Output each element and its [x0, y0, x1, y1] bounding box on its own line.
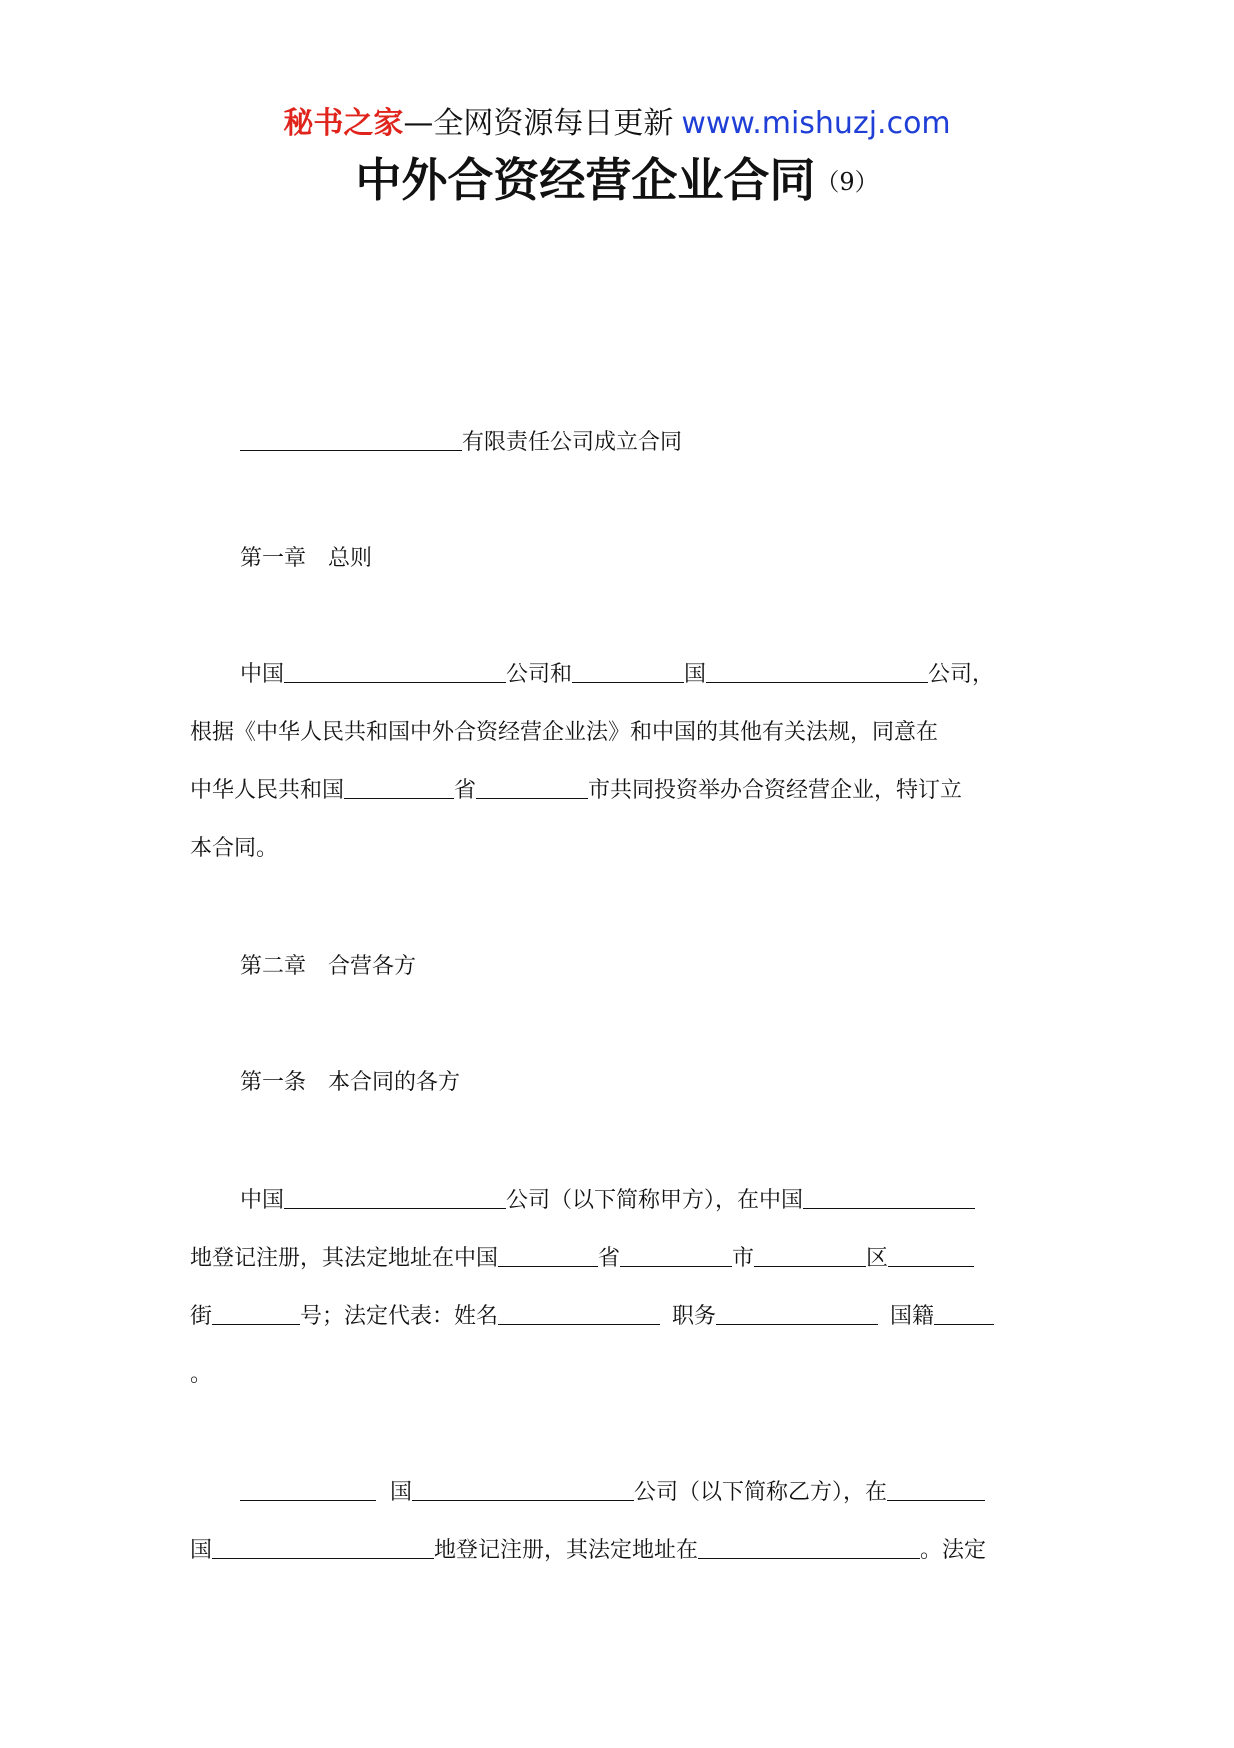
party-a-text: 街	[190, 1304, 213, 1329]
party-a-line-2	[190, 1244, 974, 1274]
preamble-line-3	[190, 776, 962, 806]
contract-subtitle-text: 有限责任公司成立合同	[462, 430, 683, 455]
party-a-registration-place-blank	[803, 1186, 975, 1209]
party-b-text: 公司（以下简称乙方），在	[634, 1480, 888, 1505]
party-a-city-blank	[620, 1244, 732, 1267]
party-a-line-3	[190, 1302, 994, 1332]
site-slogan: —全网资源每日更新	[403, 106, 674, 141]
preamble-text: 中华人民共和国	[190, 778, 345, 803]
party-a-street-blank	[888, 1244, 974, 1267]
foreign-company-blank	[706, 660, 928, 683]
party-b-line-1	[240, 1478, 985, 1508]
party-b-line-2	[190, 1536, 986, 1566]
preamble-text: 市共同投资举办合资经营企业，特订立	[588, 778, 963, 803]
document-title	[0, 150, 1234, 212]
contract-subtitle	[240, 428, 682, 458]
party-b-registration-country-blank	[887, 1478, 985, 1501]
party-b-company-blank	[412, 1478, 634, 1501]
chapter-one-heading: 第一章 总则	[240, 546, 373, 571]
preamble-text: 省	[454, 778, 477, 803]
party-a-text: 国籍	[890, 1304, 935, 1329]
party-a-text: 省	[598, 1246, 621, 1271]
city-blank	[476, 776, 588, 799]
foreign-country-blank	[572, 660, 684, 683]
party-a-company-blank	[284, 1186, 506, 1209]
site-url-link[interactable]: www.mishuzj.com	[681, 106, 951, 141]
brand-name: 秘书之家	[283, 106, 404, 141]
party-b-text: 地登记注册，其法定地址在	[434, 1538, 699, 1563]
province-blank	[344, 776, 454, 799]
party-a-text: 区	[866, 1246, 889, 1271]
preamble-line-1	[240, 660, 994, 690]
chinese-company-blank	[284, 660, 506, 683]
party-b-text: 国	[190, 1538, 213, 1563]
party-a-rep-position-blank	[716, 1302, 878, 1325]
party-a-line-1	[240, 1186, 975, 1216]
document-title-number: （9）	[815, 168, 879, 196]
party-a-text: 地登记注册，其法定地址在中国	[190, 1246, 499, 1271]
preamble-line-2: 根据《中华人民共和国中外合资经营企业法》和中国的其他有关法规，同意在	[190, 720, 939, 745]
party-a-text: 公司（以下简称甲方），在中国	[506, 1188, 804, 1213]
party-a-line-4: 。	[190, 1362, 213, 1387]
preamble-text: 公司和	[506, 662, 573, 687]
company-name-blank	[240, 428, 462, 451]
party-a-text: 中国	[240, 1188, 285, 1213]
party-a-text: 职务	[672, 1304, 717, 1329]
party-b-registration-place-blank	[212, 1536, 434, 1559]
party-a-rep-nationality-blank	[934, 1302, 994, 1325]
party-a-text: 号；法定代表：姓名	[300, 1304, 499, 1329]
chapter-two-heading: 第二章 合营各方	[240, 954, 417, 979]
preamble-text: 国	[684, 662, 707, 687]
preamble-line-4: 本合同。	[190, 836, 279, 861]
document-title-text: 中外合资经营企业合同	[355, 153, 816, 207]
preamble-text: 公司，	[928, 662, 995, 687]
party-b-legal-address-blank	[698, 1536, 920, 1559]
party-b-text: 国	[390, 1480, 413, 1505]
article-one-heading: 第一条 本合同的各方	[240, 1070, 461, 1095]
party-b-country-blank	[240, 1478, 376, 1501]
party-a-rep-name-blank	[498, 1302, 660, 1325]
preamble-text: 中国	[240, 662, 285, 687]
party-a-number-blank	[212, 1302, 300, 1325]
site-header	[0, 104, 1234, 144]
party-a-district-blank	[754, 1244, 866, 1267]
party-a-province-blank	[498, 1244, 598, 1267]
party-b-text: 。法定	[920, 1538, 987, 1563]
party-a-text: 市	[732, 1246, 755, 1271]
